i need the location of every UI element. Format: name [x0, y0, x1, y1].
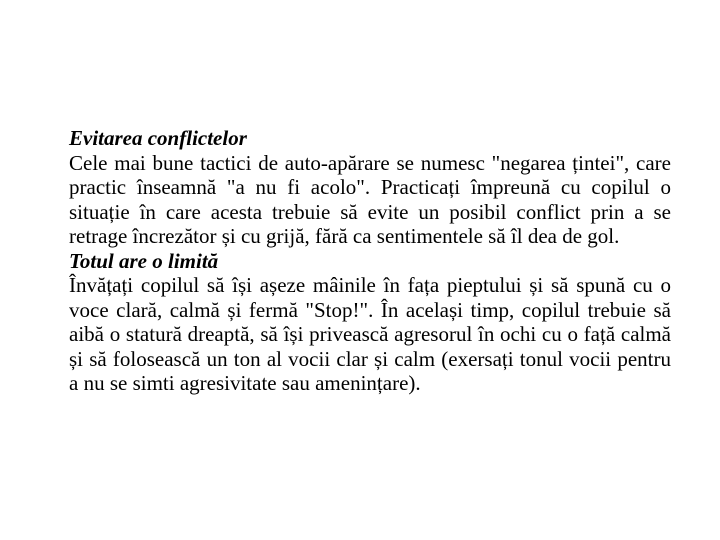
section-heading-limits: Totul are o limită	[69, 248, 219, 273]
section-heading-avoiding-conflicts: Evitarea conflictelor	[69, 126, 247, 150]
section-paragraph-avoiding-conflicts: Cele mai bune tactici de auto-apărare se numesc "negarea țintei", care practic înseamnă "a nu fi acolo". Practicați împreună cu copilul o situație în care acesta trebuie să evite un posibil conflict prin a se retrage încrezător și cu grijă, fără ca sentimentele să îl dea de gol.	[69, 150, 671, 248]
text-body	[69, 126, 671, 396]
section-paragraph-limits: Învățați copilul să își așeze mâinile în fața pieptului și să spună cu o voce clară, calmă și fermă "Stop!". În același timp, copilul trebuie să aibă o statură dreaptă, să își privească agresorul în ochi cu o față calmă și să folosească un ton al vocii clar și calm (exersați tonul vocii pentru a nu se simti agresivitate sau amenințare).	[69, 273, 671, 395]
